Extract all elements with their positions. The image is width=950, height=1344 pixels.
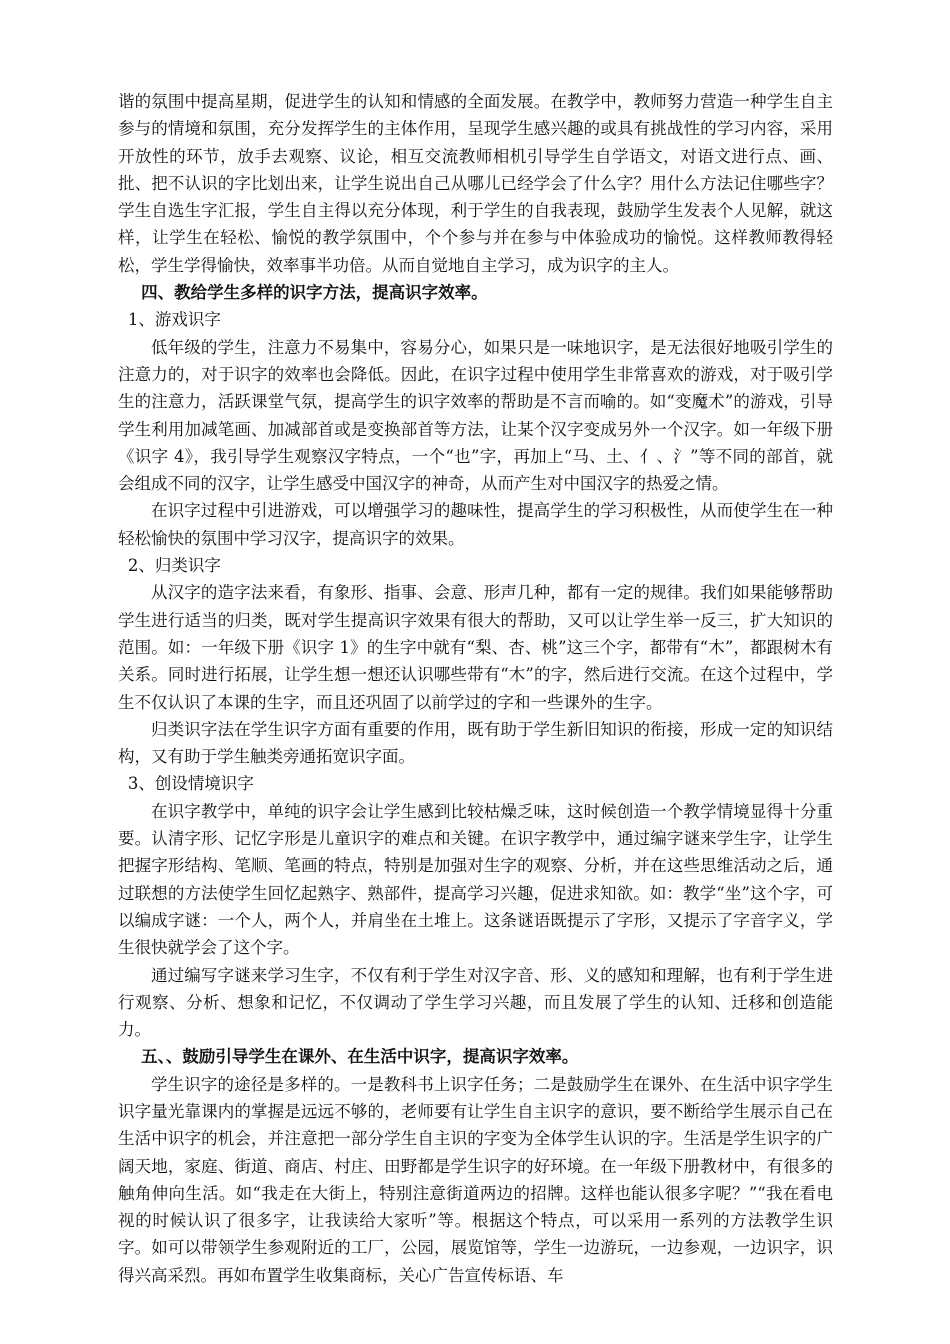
body-paragraph: 在识字教学中，单纯的识字会让学生感到比较枯燥乏味，这时候创造一个教学情境显得十分重要。认清字形、记忆字形是儿童识字的难点和关键。在识字教学中，通过编字谜来学生字，让学生把握字形结构、笔顺、笔画的特点，特别是加强对生字的观察、分析，并在这些思维活动之后，通过联想的方法使学生回忆起熟字、熟部件，提高学习兴趣，促进求知欲。如：教学“坐”这个字，可以编成字谜：一个人，两个人，并肩坐在土堆上。这条谜语既提示了字形，又提示了字音字义，学生很快就学会了这个字。 (118, 801, 833, 958)
subheading-context-literacy: 3、创设情境识字 (127, 774, 254, 794)
body-paragraph: 低年级的学生，注意力不易集中，容易分心，如果只是一味地识字，是无法很好地吸引学生的注意力的，对于识字的效率也会降低。因此，在识字过程中使用学生非常喜欢的游戏，对于吸引学生的注意力，活跃课堂气氛，提高学生的识字效率的帮助是不言而喻的。如“变魔术”的游戏，引导学生利用加减笔画、加减部首或是变换部首等方法，让某个汉字变成另外一个汉字。如一年级下册《识字 4》，我引导学生观察汉字特点，一个“也”字，再加上“马、土、亻、氵”等不同的部首，就会组成不同的汉字，让学生感受中国汉字的神奇，从而产生对中国汉字的热爱之情。 (118, 337, 833, 494)
body-paragraph: 归类识字法在学生识字方面有重要的作用，既有助于学生新旧知识的衔接，形成一定的知识结构，又有助于学生触类旁通拓宽识字面。 (118, 719, 833, 767)
section-heading-5: 五、、鼓励引导学生在课外、在生活中识字，提高识字效率。 (141, 1047, 579, 1067)
body-paragraph: 在识字过程中引进游戏，可以增强学习的趣味性，提高学生的学习积极性，从而使学生在一种轻松愉快的氛围中学习汉字，提高识字的效果。 (118, 501, 833, 548)
body-paragraph: 从汉字的造字法来看，有象形、指事、会意、形声几种，都有一定的规律。我们如果能够帮助学生进行适当的归类，既对学生提高识字效果有很大的帮助，又可以让学生举一反三，扩大知识的范围。如：一年级下册《识字 1》的生字中就有“梨、杏、桃”这三个字，都带有“木”，都跟树木有关系。同时进行拓展，让学生想一想还认识哪些带有“木”的字，然后进行交流。在这个过程中，学生不仅认识了本课的生字，而且还巩固了以前学过的字和一些课外的生字。 (118, 583, 833, 712)
section-heading-4: 四、教给学生多样的识字方法，提高识字效率。 (141, 283, 488, 303)
subheading-game-literacy: 1、游戏识字 (127, 310, 221, 330)
document-page (118, 88, 833, 1289)
body-paragraph: 谐的氛围中提高星期，促进学生的认知和情感的全面发展。在教学中，教师努力营造一种学生自主参与的情境和氛围，充分发挥学生的主体作用，呈现学生感兴趣的或具有挑战性的学习内容，采用开放性的环节，放手去观察、议论，相互交流教师相机引导学生自学语文，对语文进行点、画、批、把不认识的字比划出来，让学生说出自己从哪儿已经学会了什么字？用什么方法记住哪些字？学生自选生字汇报，学生自主得以充分体现，利于学生的自我表现，鼓励学生发表个人见解，就这样，让学生在轻松、愉悦的教学氛围中，个个参与并在参与中体验成功的愉悦。这样教师教得轻松，学生学得愉快，效率事半功倍。从而自觉地自主学习，成为识字的主人。 (118, 92, 833, 275)
body-paragraph: 通过编写字谜来学习生字，不仅有利于学生对汉字音、形、义的感知和理解，也有利于学生进行观察、分析、想象和记忆，不仅调动了学生学习兴趣，而且发展了学生的认知、迁移和创造能力。 (118, 965, 833, 1040)
subheading-category-literacy: 2、归类识字 (127, 556, 221, 576)
body-paragraph: 学生识字的途径是多样的。一是教科书上识字任务；二是鼓励学生在课外、在生活中识字学生识字量光靠课内的掌握是远远不够的，老师要有让学生自主识字的意识，要不断给学生展示自己在生活中识字的机会，并注意把一部分学生自主识的字变为全体学生认识的字。生活是学生识字的广阔天地，家庭、街道、商店、村庄、田野都是学生识字的好环境。在一年级下册教材中，有很多的触角伸向生活。如“我走在大街上，特别注意街道两边的招牌。这样也能认很多字呢？”“我在看电视的时候认识了很多字，让我读给大家听”等。根据这个特点，可以采用一系列的方法教学生识字。如可以带领学生参观附近的工厂，公园，展览馆等，学生一边游玩，一边参观，一边识字，识得兴高采烈。再如布置学生收集商标，关心广告宣传标语、车 (118, 1074, 833, 1285)
